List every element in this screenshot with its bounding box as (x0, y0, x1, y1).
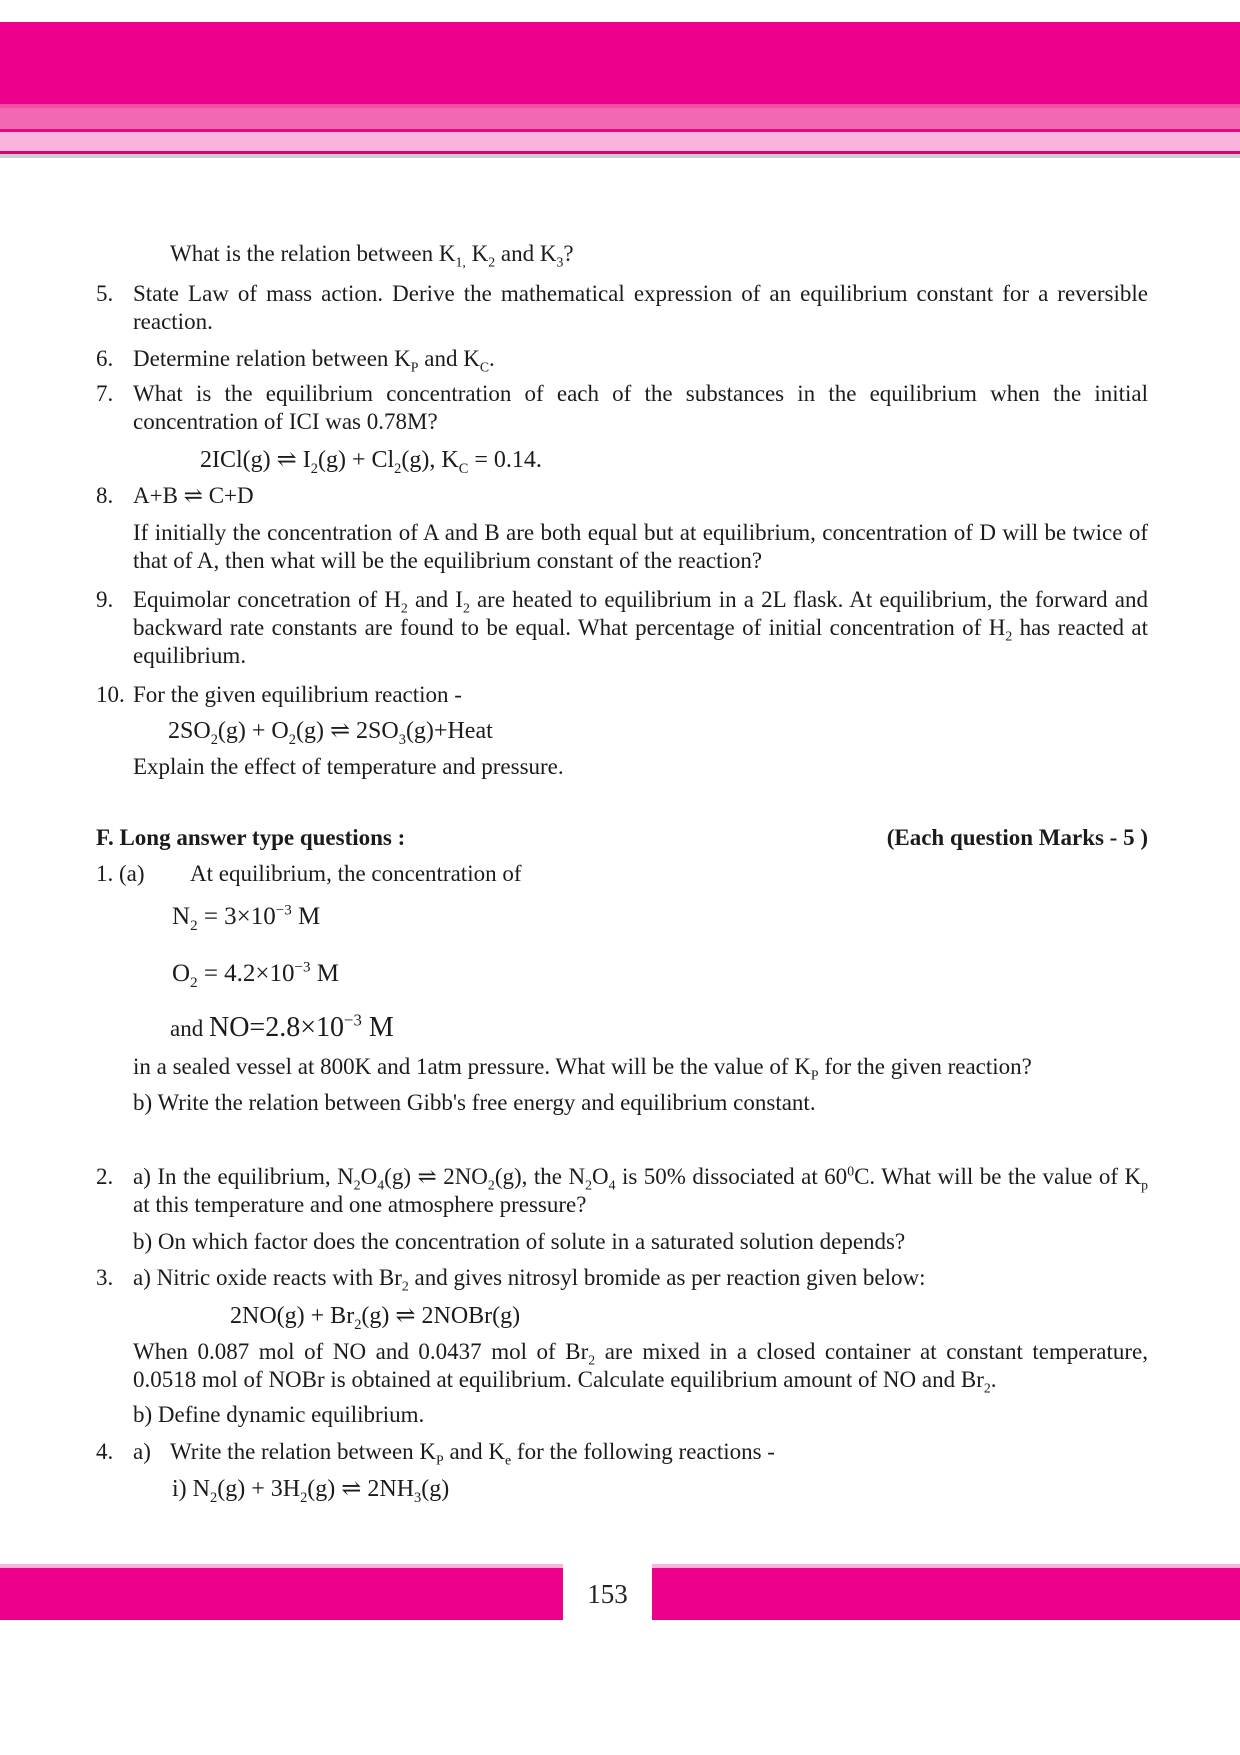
footer-bar-left (0, 1568, 563, 1620)
question-f2-b: b) On which factor does the concentration of solute in a saturated solution depends? (133, 1229, 906, 1254)
section-f-title: F. Long answer type questions : (96, 825, 406, 850)
question-f3-detail: When 0.087 mol of NO and 0.0437 mol of $Br_2$ are mixed in a closed container at constant temperature, 0.0518 mol of NOBr is obtained at equilibrium. Calculate equilibrium amount of NO and $Br_2$. (133, 1339, 1148, 1396)
footer-bar-right (652, 1568, 1240, 1620)
question-8-text: If initially the concentration of A and B are both equal but at equilibrium, concentration of D will be twice of that of A, then what will be the equilibrium constant of the reaction? (133, 520, 1148, 573)
question-number: 3. (96, 1265, 114, 1290)
question-number: 2. (96, 1164, 114, 1189)
question-number: 9. (96, 587, 114, 612)
question-number: 7. (96, 381, 114, 406)
question-text: a) Nitric oxide reacts with $Br_2$ and gives nitrosyl bromide as per reaction given below: (133, 1265, 926, 1294)
section-f-marks: (Each question Marks - 5 ) (886, 825, 1148, 850)
question-8 (96, 482, 1148, 510)
equation-n2: $N_2 = 3\times 10^{-3}$ M (172, 902, 321, 934)
equation-nh3: i) $N_2(g) + 3H_2(g)$ ⇌ $2NH_3(g)$ (172, 1476, 450, 1506)
equation-no: $NO=2.8\times 10^{-3}$ M (208, 1010, 394, 1043)
equation-nobr: $2NO(g) + Br_2(g)$ ⇌ 2NOBr(g) (230, 1303, 521, 1333)
question-6 (96, 345, 1148, 373)
question-f3-b: b) Define dynamic equilibrium. (133, 1402, 425, 1427)
question-9 (96, 586, 1148, 670)
question-10-text2: Explain the effect of temperature and pressure. (133, 754, 564, 779)
question-number: 6. (96, 346, 114, 371)
question-f1-text3: b) Write the relation between Gibb's free energy and equilibrium constant. (133, 1090, 816, 1115)
sub-question-label: a) (133, 1439, 151, 1464)
question-text: At equilibrium, the concentration of (190, 861, 522, 886)
question-number: 10. (96, 682, 125, 707)
question-text: a) In the equilibrium, $N_2O_4(g)$ ⇌ $2NO_2(g)$, the $N_2O_4$ is 50% dissociated at $60^0C$. What will be the value of $K_p$ at this temperature and one atmosphere pressure? (133, 1163, 1148, 1217)
question-text: What is the equilibrium concentration of each of the substances in the equilibrium when the initial concentration of ICI was 0.78M? (133, 381, 1148, 434)
header-band-magenta (0, 22, 1240, 104)
question-5 (96, 280, 1148, 336)
and-label: and (170, 1016, 204, 1041)
equation-o2: $O_2 = 4.2\times 10^{-3}$ M (172, 959, 339, 991)
question-text: For the given equilibrium reaction - (133, 682, 462, 707)
question-f1 (96, 860, 1148, 888)
question-f3 (96, 1264, 1148, 1292)
page-content (0, 158, 1240, 1504)
question-number: 4. (96, 1439, 114, 1464)
question-number: 1. (a) (96, 861, 145, 886)
question-number: 8. (96, 483, 114, 508)
question-7 (96, 380, 1148, 436)
header-band-pink-mid (0, 108, 1240, 129)
equation-icl: 2ICl(g) ⇌ $I_2(g) + Cl_2(g)$, $K_C = 0.14$. (200, 447, 542, 477)
page-number: 153 (587, 1579, 628, 1609)
header-band-pink-light (0, 132, 1240, 151)
question-text: Equimolar concetration of $H_2$ and $I_2$ are heated to equilibrium in a 2L flask. At equilibrium, the forward and backward rate constants are found to be equal. What percentage of initial concentration of $H_2$ has reacted at equilibrium. (133, 587, 1148, 668)
equation-so2: $2SO_2(g) + O_2(g)$ ⇌ $2SO_3(g)+Heat$ (168, 718, 493, 748)
question-10 (96, 681, 1148, 709)
question-f2 (96, 1163, 1148, 1219)
question-4-continuation: What is the relation between $K_{1,}$ $K_2$ and $K_3$? (170, 241, 574, 270)
section-f-heading (96, 824, 1148, 852)
question-text: Write the relation between $K_P$ and $K_e$ for the following reactions - (170, 1439, 775, 1468)
question-number: 5. (96, 281, 114, 306)
question-f4 (96, 1438, 1148, 1466)
question-text: Determine relation between $K_P$ and $K_C$. (133, 346, 495, 375)
question-f1-text2: in a sealed vessel at 800K and 1atm pressure. What will be the value of $K_P$ for the given reaction? (133, 1054, 1032, 1083)
equation-no-row (170, 1011, 1148, 1046)
equation-abcd: A+B ⇌ C+D (133, 483, 254, 508)
question-text: State Law of mass action. Derive the mathematical expression of an equilibrium constant for a reversible reaction. (133, 281, 1148, 334)
